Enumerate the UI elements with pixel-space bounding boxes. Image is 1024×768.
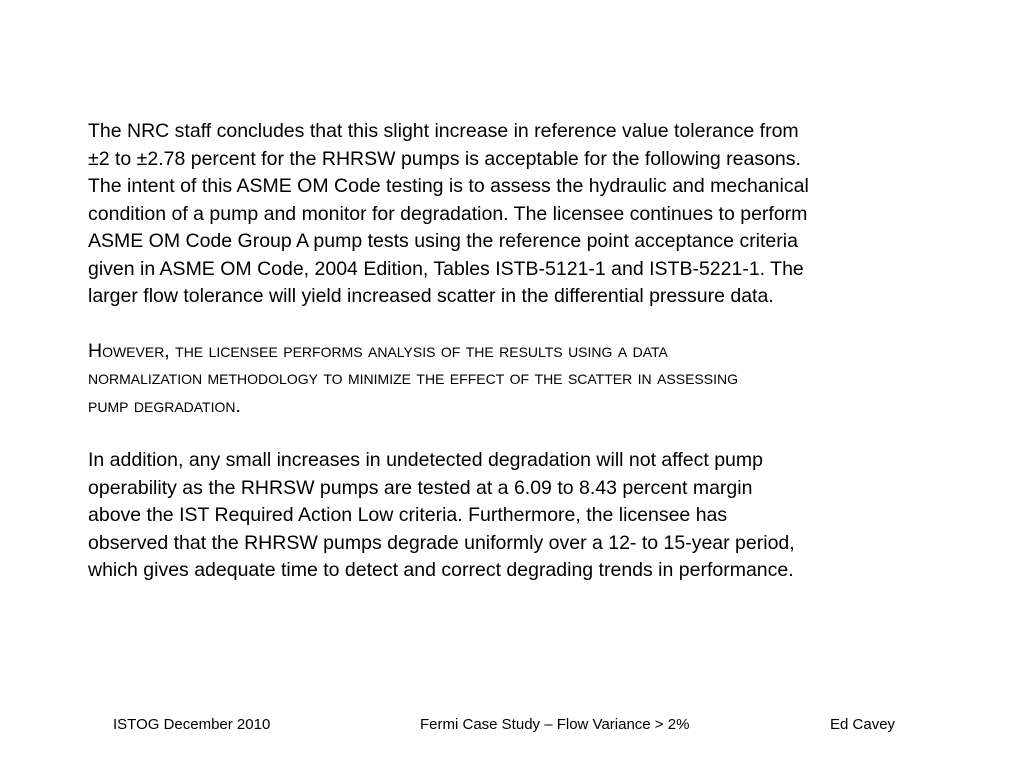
slide-body [88,118,948,585]
footer-event: ISTOG December 2010 [113,716,271,733]
footer-title: Fermi Case Study – Flow Variance > 2% [420,716,690,733]
footer-author: Ed Cavey [830,716,896,733]
paragraph-margin: In addition, any small increases in undetected degradation will not affect pump operability as the RHRSW pumps are tested at a 6.09 to 8.43 percent margin above the IST Required Action Low criteria. Furthermore, the licensee has observed that the RHRSW pumps degrade uniformly over a 12- to 15-year period, which gives adequate time to detect and correct degrading trends in performance. [88,449,795,581]
paragraph-normalization: However, the licensee performs analysis of the results using a data normalization methodology to minimize the effect of the scatter in assessing pump degradation. [88,339,738,417]
paragraph-conclusion: The NRC staff concludes that this slight increase in reference value tolerance from ±2 to ±2.78 percent for the RHRSW pumps is acceptable for the following reasons. The intent of this ASME OM Code testing is to assess the hydraulic and mechanical condition of a pump and monitor for degradation. The licensee continues to perform ASME OM Code Group A pump tests using the reference point acceptance criteria given in ASME OM Code, 2004 Edition, Tables ISTB-5121-1 and ISTB-5221-1. The larger flow tolerance will yield increased scatter in the differential pressure data. [88,120,809,307]
slide-footer [0,715,1024,735]
